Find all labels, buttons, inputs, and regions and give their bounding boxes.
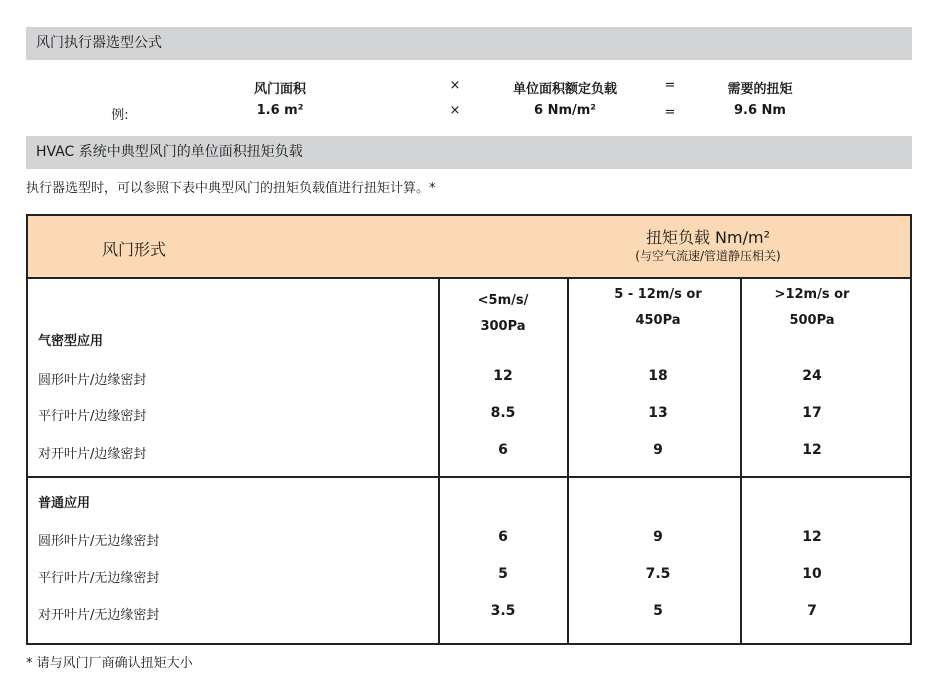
torque-section-title: HVAC 系统中典型风门的单位面积扭矩负载: [26, 136, 912, 169]
speed-header-low: <5m/s/ 300Pa: [477, 293, 529, 334]
formula-example-label: 例:: [111, 108, 129, 123]
table-cell: 24: [802, 368, 822, 384]
formula-header-times: ×: [449, 78, 461, 93]
torque-load-header-title: 扭矩负载 Nm/m²: [645, 228, 771, 247]
torque-load-table: [26, 214, 912, 645]
formula-example-area: 1.6 m²: [256, 103, 304, 118]
formula-example-unit-load: 6 Nm/m²: [534, 103, 596, 118]
footnote: * 请与风门厂商确认扭矩大小: [26, 656, 193, 671]
speed-header-mid: 5 - 12m/s or 450Pa: [614, 287, 702, 328]
table-cell: 6: [498, 529, 508, 545]
group-divider: [28, 476, 910, 478]
damper-type-header: 风门形式: [102, 240, 167, 259]
table-cell: 3.5: [490, 603, 516, 619]
table-cell: 12: [802, 529, 822, 545]
torque-load-header-sub: (与空气流速/管道静压相关): [635, 249, 781, 263]
row-label: 对开叶片/边缘密封: [38, 447, 147, 462]
table-cell: 9: [653, 442, 663, 458]
formula-section-title: 风门执行器选型公式: [26, 27, 912, 60]
torque-load-header: [538, 228, 878, 264]
formula-header-equals: =: [664, 78, 676, 93]
formula-header-unit-load: 单位面积额定负载: [512, 82, 617, 97]
row-label: 圆形叶片/无边缘密封: [38, 534, 160, 549]
table-cell: 5: [498, 566, 508, 582]
table-cell: 12: [493, 368, 513, 384]
table-cell: 10: [802, 566, 822, 582]
formula-header-area: 风门面积: [253, 82, 306, 97]
selection-note: 执行器选型时，可以参照下表中典型风门的扭矩负载值进行扭矩计算。*: [26, 181, 436, 196]
table-cell: 6: [498, 442, 508, 458]
table-header: [28, 216, 910, 279]
row-label: 平行叶片/无边缘密封: [38, 571, 160, 586]
column-divider: [567, 277, 569, 643]
row-label: 对开叶片/无边缘密封: [38, 608, 160, 623]
table-cell: 7: [807, 603, 817, 619]
table-cell: 9: [653, 529, 663, 545]
group-title-airtight: 气密型应用: [38, 334, 104, 349]
column-divider: [740, 277, 742, 643]
row-label: 圆形叶片/边缘密封: [38, 373, 147, 388]
table-cell: 18: [648, 368, 668, 384]
column-divider: [438, 277, 440, 643]
table-cell: 17: [802, 405, 822, 421]
table-cell: 7.5: [645, 566, 671, 582]
table-cell: 13: [648, 405, 668, 421]
formula-example-equals: =: [664, 105, 676, 120]
table-cell: 5: [653, 603, 663, 619]
formula-header-torque: 需要的扭矩: [727, 82, 793, 97]
formula-example-torque: 9.6 Nm: [734, 103, 786, 118]
speed-header-high: >12m/s or 500Pa: [774, 287, 850, 328]
row-label: 平行叶片/边缘密封: [38, 409, 147, 424]
table-cell: 12: [802, 442, 822, 458]
formula-example-times: ×: [449, 103, 461, 118]
table-cell: 8.5: [490, 405, 516, 421]
group-title-general: 普通应用: [38, 496, 91, 511]
